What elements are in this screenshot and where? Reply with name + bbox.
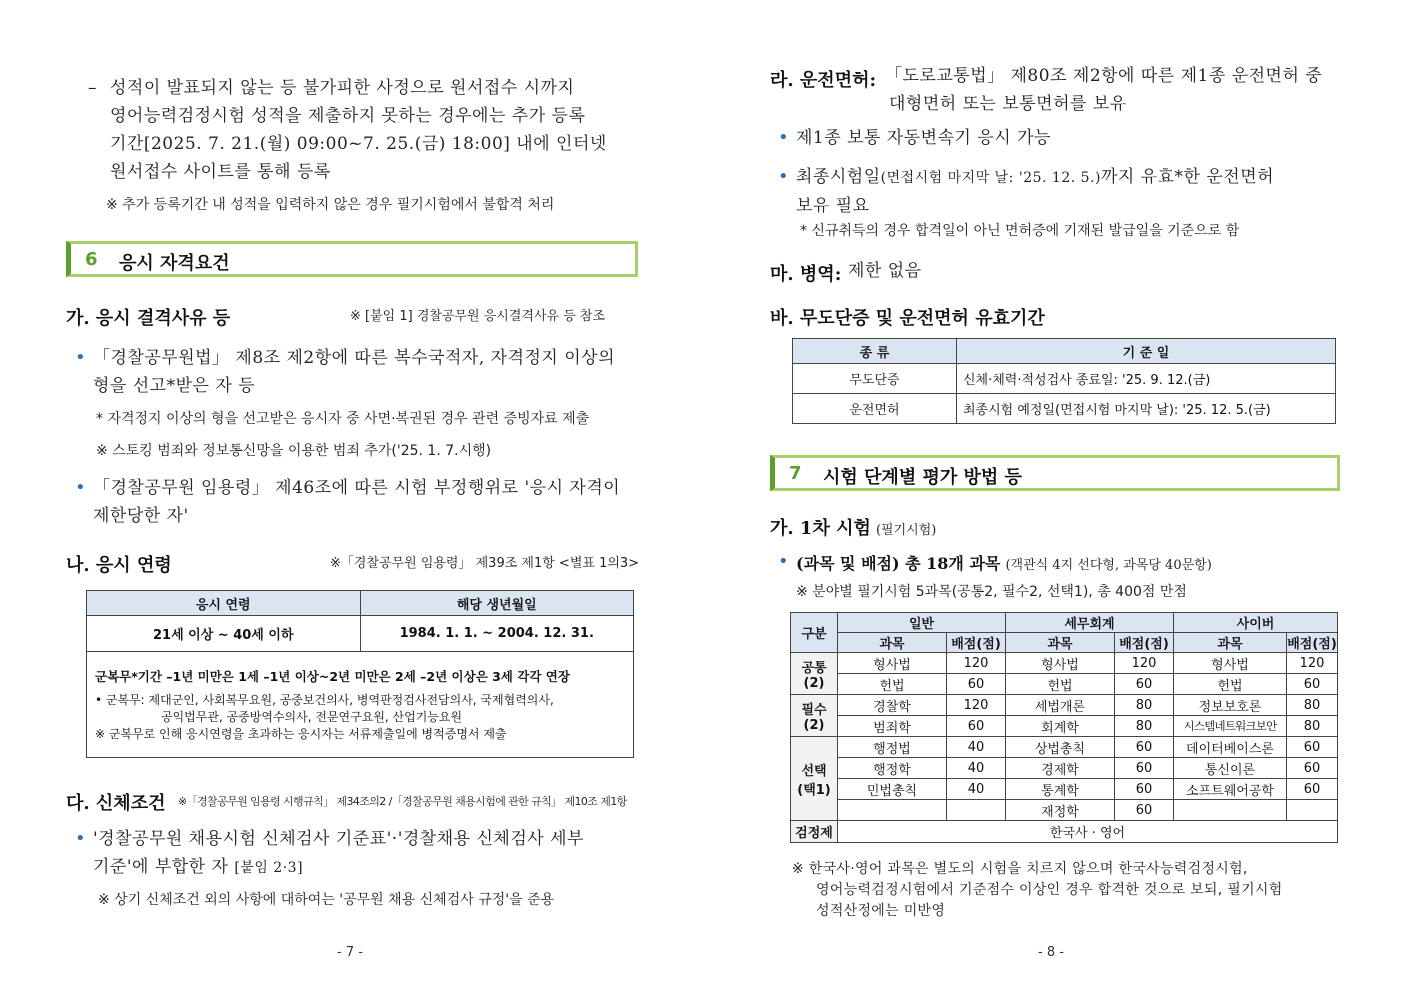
score-cell: 80 [1287,695,1338,716]
bullet-subtext: (면접시험 마지막 날: '25. 12. 5.) [880,170,1101,186]
score-cell: 60 [1287,758,1338,779]
section-7-header [770,455,1340,491]
section-6-header [66,241,638,277]
type-col-header: 종 류 [793,339,957,364]
age-table [86,590,634,758]
subject-cell: 행정학 [838,758,947,779]
date-col-header: 기 준 일 [957,339,1336,364]
score-cell: 80 [1115,695,1174,716]
subject-col-header: 과목 [838,633,947,653]
section-title: 응시 자격요건 [119,253,230,274]
subject-cell: 회계학 [1006,716,1115,737]
subheading-da: 다. 신체조건 [66,793,166,814]
bullet-text: 제한당한 자' [93,506,189,526]
subheading-first-exam [770,514,936,540]
group-common: 공통 (2) [791,653,838,695]
bullet-text: 「경찰공무원법」 제8조 제2항에 따른 복수국적자, 자격정지 이상의 [93,348,616,368]
da-note: ※ 상기 신체조건 외의 사항에 대하여는 '공무원 채용 신체검사 규정'을 준용 [98,892,555,908]
field-header: 사이버 [1174,613,1338,633]
page-number: - 7 - [337,945,363,960]
subject-cell: 형사법 [1006,653,1115,674]
bullet-text: 까지 유효*한 운전면허 [1100,167,1275,187]
military-note: ※ 군복무로 인해 응시연령을 초과하는 응시자는 서류제출일에 병적증명서 제출 [95,727,507,741]
subject-cell: 상법총칙 [1006,737,1115,758]
score-cell: 40 [947,758,1006,779]
group-required: 필수 (2) [791,695,838,737]
score-cell: 60 [1287,779,1338,800]
bullet-text: 「경찰공무원 임용령」 제46조에 따른 시험 부정행위로 '응시 자격이 [93,478,621,498]
subject-cell: 세법개론 [1006,695,1115,716]
bullet-item [778,551,1348,574]
bullet-item [75,825,645,882]
bullet-text: 형을 선고*받은 자 등 [93,376,256,396]
subject-cell: 헌법 [838,674,947,695]
field-header: 세무회계 [1006,613,1174,633]
score-cell: 120 [947,653,1006,674]
validity-type: 운전면허 [793,394,957,424]
ga-note-1: * 자격정지 이상의 형을 선고받은 응시자 중 사면·복권된 경우 관련 증빙자료 제출 [96,411,590,427]
subheading-ga: 가. 응시 결격사유 등 [66,308,231,329]
ma-label: 마. 병역: [770,264,842,285]
intro-paragraph [88,74,648,186]
bullet-item [778,163,1348,220]
score-col-header: 배점(점) [1287,633,1338,653]
bullet-dot-icon: • [778,127,790,148]
first-note: ※ 분야별 필기시험 5과목(공통2, 필수2, 선택1), 총 400점 만점 [796,584,1187,600]
da-reference: ※「경찰공무원 임용령 시행규칙」 제34조의2 /「경찰공무원 채용시험에 관한 규칙」 제10조 제1항 [178,795,627,808]
bullet-text: 기준'에 부합한 자 [93,857,229,877]
score-cell: 60 [1115,737,1174,758]
bullet-dot-icon: • [778,166,790,187]
ga-reference: ※ [붙임 1] 경찰공무원 응시결격사유 등 참조 [350,309,606,324]
subject-cell: 소프트웨어공학 [1174,779,1287,800]
first-exam-subtitle: (필기시험) [875,523,937,538]
birth-range: 1984. 1. 1. ~ 2004. 12. 31. [360,616,634,652]
ra-line: 「도로교통법」 제80조 제2항에 따른 제1종 운전면허 중 [885,66,1323,86]
subject-col-header: 과목 [1174,633,1287,653]
intro-line: 성적이 발표되지 않는 등 불가피한 사정으로 원서접수 시까지 [110,78,575,98]
subject-cell: 통신이론 [1174,758,1287,779]
score-cell: 40 [947,737,1006,758]
attachment-ref: [붙임 2·3] [234,860,304,876]
subject-cell: 정보보호론 [1174,695,1287,716]
score-cell: 60 [1115,800,1174,821]
score-cell: 60 [1115,779,1174,800]
intro-line: 기간[2025. 7. 21.(월) 09:00~7. 25.(금) 18:00] 내에 인터넷 [110,134,607,154]
subject-cell: 통계학 [1006,779,1115,800]
score-cell: 120 [947,695,1006,716]
score-cell: 60 [1287,674,1338,695]
subject-cell: 형사법 [838,653,947,674]
ra-label: 라. 운전면허: [770,70,877,91]
subject-cell: 재정학 [1006,800,1115,821]
bullet-item [75,344,645,400]
intro-line: 원서접수 사이트를 통해 등록 [110,162,331,182]
bullet-text: 보유 필요 [796,196,870,216]
bullet-text: 최종시험일 [796,167,881,187]
subheading-na: 나. 응시 연령 [66,555,172,576]
bullet-dot-icon: • [75,477,87,498]
subject-cell [1174,800,1287,821]
subject-col-header: 과목 [1006,633,1115,653]
subject-cell: 경찰학 [838,695,947,716]
bullet-dot-icon: • [75,828,87,849]
bullet-item [75,474,645,530]
bullet-text: '경찰공무원 채용시험 신체검사 기준표'·'경찰채용 신체검사 세부 [93,829,584,849]
military-note: 공익법무관, 공중방역수의사, 전문연구요원, 산업기능요원 [161,710,463,724]
military-extension: 군복무*기간 –1년 미만은 1세 –1년 이상~2년 미만은 2세 –2년 이상은 3세 각각 연장 [95,669,570,684]
group-exam: 검정제 [791,821,838,843]
age-range: 21세 이상 ~ 40세 이하 [87,616,361,652]
subjects-table [790,612,1338,843]
bullet-subtext: (객관식 4지 선다형, 과목당 40문항) [1005,558,1212,573]
score-cell [947,800,1006,821]
age-col-header: 응시 연령 [87,591,361,616]
validity-date: 신체·체력·적성검사 종료일: '25. 9. 12.(금) [957,364,1336,394]
score-cell: 60 [947,716,1006,737]
exam-subjects: 한국사 · 영어 [838,821,1338,843]
score-cell: 80 [1287,716,1338,737]
section-number: 6 [85,249,98,270]
ra-note: * 신규취득의 경우 합격일이 아닌 면허증에 기재된 발급일을 기준으로 함 [800,223,1240,239]
validity-table [792,338,1336,424]
subject-cell: 데이터베이스론 [1174,737,1287,758]
footnote-line: 성적산정에는 미반영 [816,903,946,919]
first-exam-title: 가. 1차 시험 [770,518,871,539]
military-note: • 군복무: 제대군인, 사회복무요원, 공중보건의사, 병역판정검사전담의사, 국제협력의사, [95,693,554,707]
page-number: - 8 - [1038,945,1064,960]
ga-note-2: ※ 스토킹 범죄와 정보통신망을 이용한 범죄 추가('25. 1. 7.시행) [96,443,492,459]
subject-cell: 형사법 [1174,653,1287,674]
subject-cell: 시스템네트워크보안 [1174,716,1287,737]
bullet-text: 제1종 보통 자동변속기 응시 가능 [796,128,1051,148]
subheading-ba: 바. 무도단증 및 운전면허 유효기간 [770,308,1045,329]
section-title: 시험 단계별 평가 방법 등 [823,467,1022,488]
subject-cell: 헌법 [1006,674,1115,695]
subject-cell: 민법총칙 [838,779,947,800]
score-cell [1287,800,1338,821]
subject-cell [838,800,947,821]
subject-cell: 범죄학 [838,716,947,737]
first-footnote [792,859,1342,922]
section-number: 7 [789,463,802,484]
score-cell: 120 [1287,653,1338,674]
score-cell: 60 [947,674,1006,695]
score-cell: 40 [947,779,1006,800]
birth-col-header: 해당 생년월일 [360,591,634,616]
footnote-line: 영어능력검정시험에서 기준점수 이상인 경우 합격한 것으로 보되, 필기시험 [816,882,1283,898]
field-header: 일반 [838,613,1006,633]
footnote-line: ※ 한국사·영어 과목은 별도의 시험을 치르지 않으며 한국사능력검정시험, [792,861,1248,877]
subject-cell: 행정법 [838,737,947,758]
bullet-text: (과목 및 배점) 총 18개 과목 [796,554,1001,573]
ra-line: 대형면허 또는 보통면허를 보유 [889,94,1127,114]
subject-cell: 헌법 [1174,674,1287,695]
score-cell: 60 [1115,674,1174,695]
validity-date: 최종시험 예정일(면접시험 마지막 날): '25. 12. 5.(금) [957,394,1336,424]
ma-text: 제한 없음 [848,261,922,281]
intro-note: ※ 추가 등록기간 내 성적을 입력하지 않은 경우 필기시험에서 불합격 처리 [106,197,555,213]
intro-line: 영어능력검정시험 성적을 제출하지 못하는 경우에는 추가 등록 [110,106,586,126]
intro-dash: – [88,78,97,98]
score-col-header: 배점(점) [1115,633,1174,653]
na-reference: ※「경찰공무원 임용령」 제39조 제1항 <별표 1의3> [330,556,640,571]
subject-cell: 경제학 [1006,758,1115,779]
ra-text [885,62,1345,118]
military-cell [87,652,634,758]
group-elective: 선택 (택1) [791,737,838,821]
score-cell: 120 [1115,653,1174,674]
bullet-dot-icon: • [778,551,789,572]
validity-type: 무도단증 [793,364,957,394]
group-header: 구분 [791,613,838,653]
score-col-header: 배점(점) [947,633,1006,653]
score-cell: 60 [1287,737,1338,758]
score-cell: 80 [1115,716,1174,737]
bullet-dot-icon: • [75,347,87,368]
bullet-item [778,124,1348,152]
score-cell: 60 [1115,758,1174,779]
